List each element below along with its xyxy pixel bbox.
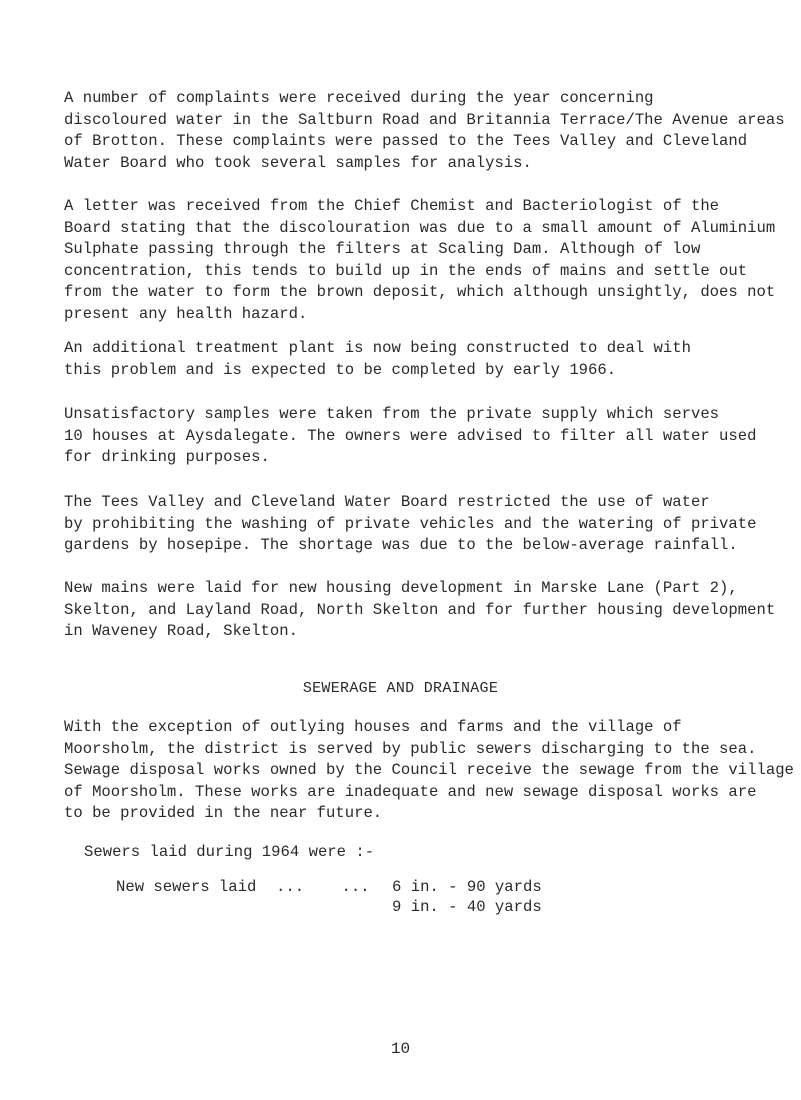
text-line: Sulphate passing through the filters at Scaling Dam. Although of low (64, 240, 701, 258)
sewers-intro: Sewers laid during 1964 were :- (84, 843, 375, 861)
section-heading: SEWERAGE AND DRAINAGE (302, 680, 499, 697)
text-line: of Moorsholm. These works are inadequate and new sewage disposal works are (64, 782, 757, 801)
text-line: Water Board who took several samples for analysis. (64, 153, 532, 172)
paragraph-new-mains (64, 578, 776, 643)
text-line: from the water to form the brown deposit, which although unsightly, does not (64, 283, 776, 301)
text-line: concentration, this tends to build up in the ends of mains and settle out (64, 261, 748, 280)
text-line: Moorsholm, the district is served by public sewers discharging to the sea. (64, 739, 757, 758)
text-line: Board stating that the discolouration was due to a small amount of Aluminium (64, 218, 776, 237)
leader-dots: ... ... (276, 878, 370, 896)
sewers-row (116, 897, 542, 917)
sewers-value: 9 in. - 40 yards (392, 898, 542, 916)
paragraph-treatment-plant (64, 338, 764, 381)
sewers-table (116, 877, 542, 917)
text-line: discoloured water in the Saltburn Road and Britannia Terrace/The Avenue areas (64, 110, 785, 129)
sewers-value: 6 in. - 90 yards (392, 878, 542, 896)
text-line: of Brotton. These complaints were passed to the Tees Valley and Cleveland (64, 132, 748, 150)
text-line: gardens by hosepipe. The shortage was due to the below-average rainfall. (64, 536, 738, 554)
text-line: Sewage disposal works owned by the Council receive the sewage from the village (64, 761, 794, 779)
text-line: to be provided in the near future. (64, 804, 383, 822)
paragraph-water-restriction (64, 492, 764, 557)
text-line: New mains were laid for new housing development in Marske Lane (Part 2), (64, 579, 738, 597)
text-line: 10 houses at Aysdalegate. The owners were advised to filter all water used (64, 426, 757, 445)
sewers-label: New sewers laid (116, 878, 257, 896)
text-line: The Tees Valley and Cleveland Water Board restricted the use of water (64, 493, 710, 511)
text-line: Skelton, and Layland Road, North Skelton and for further housing development (64, 600, 776, 619)
text-line: A letter was received from the Chief Chemist and Bacteriologist of the (64, 197, 720, 215)
text-line: this problem and is expected to be completed by early 1966. (64, 360, 617, 379)
paragraph-chief-chemist-letter (64, 196, 776, 325)
text-line: by prohibiting the washing of private vehicles and the watering of private (64, 514, 757, 533)
page-number: 10 (390, 1040, 411, 1058)
text-line: Unsatisfactory samples were taken from the private supply which serves (64, 405, 720, 423)
text-line: in Waveney Road, Skelton. (64, 622, 298, 640)
paragraph-discoloured-water (64, 88, 785, 174)
text-line: for drinking purposes. (64, 448, 270, 466)
paragraph-sewerage (64, 717, 794, 825)
text-line: With the exception of outlying houses and farms and the village of (64, 718, 682, 736)
text-line: An additional treatment plant is now being constructed to deal with (64, 339, 691, 357)
text-line: present any health hazard. (64, 304, 308, 323)
paragraph-unsatisfactory-samples (64, 404, 764, 469)
text-line: A number of complaints were received during the year concerning (64, 89, 654, 107)
sewers-row (116, 877, 542, 897)
